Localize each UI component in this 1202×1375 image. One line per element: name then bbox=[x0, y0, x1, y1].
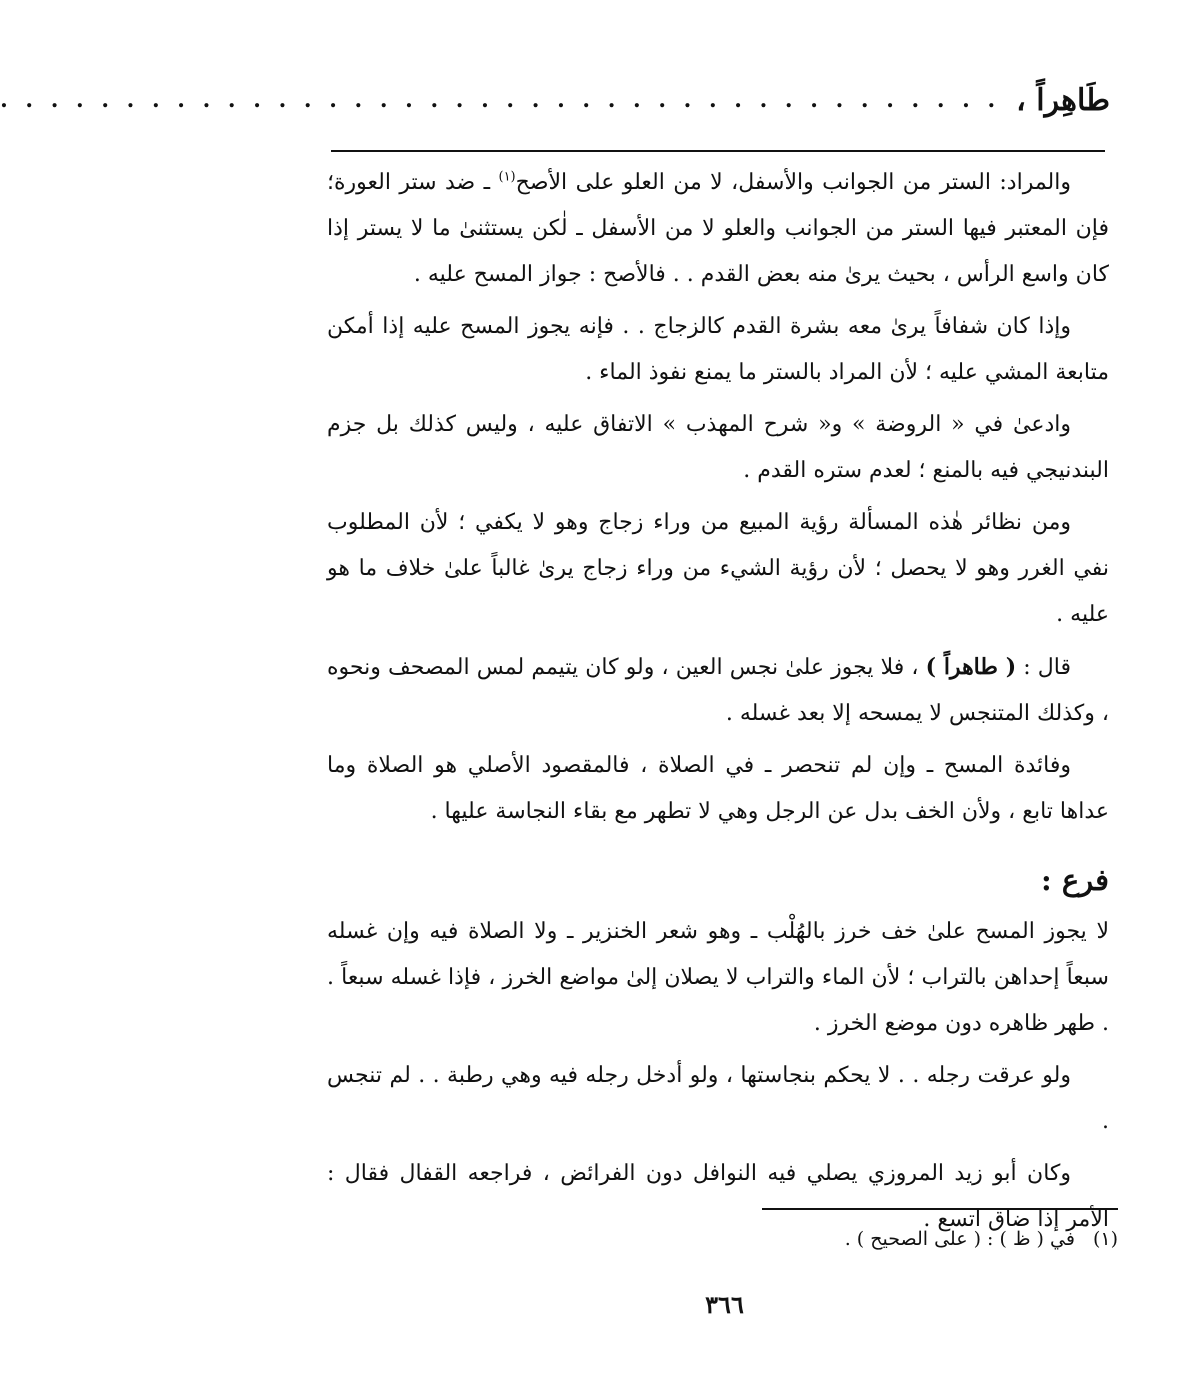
paragraph bbox=[327, 644, 1109, 737]
paragraph: لا يجوز المسح علىٰ خف خرز بالهُلْب ـ وهو شعر الخنزير ـ ولا الصلاة فيه وإن غسله سبعاً إحداهن بالتراب ؛ لأن الماء والتراب لا يصلان إلىٰ مواضع الخرز ، فإذا غسله سبعاً . . طهر ظاهره دون موضع الخرز . bbox=[327, 919, 1109, 1036]
header-title: طَاهِراً ، bbox=[1016, 82, 1110, 118]
paragraph-text: قال : bbox=[1016, 655, 1072, 680]
footnote-text: في ( ظ ) : ( على الصحيح ) . bbox=[844, 1228, 1075, 1250]
running-header bbox=[0, 78, 1110, 122]
paragraph: وإذا كان شفافاً يرىٰ معه بشرة القدم كالزجاج . . فإنه يجوز المسح عليه إذا أمكن متابعة المشي عليه ؛ لأن المراد بالستر ما يمنع نفوذ الماء . bbox=[327, 314, 1109, 385]
main-text bbox=[327, 160, 1109, 1249]
paragraph-text: ، فلا يجوز علىٰ نجس العين ، ولو كان يتيمم لمس المصحف ونحوه ، وكذلك المتنجس لا يمسحه إلا بعد غسله . bbox=[327, 655, 1109, 726]
paragraph: وادعىٰ في « الروضة » و« شرح المهذب » الاتفاق عليه ، وليس كذلك بل جزم البندنيجي فيه بالمنع ؛ لعدم ستره القدم . bbox=[327, 412, 1109, 483]
paragraph: ومن نظائر هٰذه المسألة رؤية المبيع من وراء زجاج وهو لا يكفي ؛ لأن المطلوب نفي الغرر وهو لا يحصل ؛ لأن رؤية الشيء من وراء زجاج يرىٰ غالباً علىٰ خلاف ما هو عليه . bbox=[327, 510, 1109, 627]
footnote bbox=[518, 1222, 1118, 1256]
header-rule bbox=[331, 150, 1105, 152]
paragraph: ولو عرقت رجله . . لا يحكم بنجاستها ، ولو أدخل رجله فيه وهي رطبة . . لم تنجس . bbox=[327, 1063, 1109, 1134]
paragraph: وفائدة المسح ـ وإن لم تنحصر ـ في الصلاة ، فالمقصود الأصلي هو الصلاة وما عداها تابع ، ولأن الخف بدل عن الرجل وهي لا تطهر مع بقاء النجاسة عليها . bbox=[327, 753, 1109, 824]
footnote-rule bbox=[762, 1208, 1118, 1210]
page-number: ٣٦٦ bbox=[705, 1290, 744, 1319]
footnote-ref: (١) bbox=[498, 169, 516, 185]
section-heading: فرع : bbox=[1041, 863, 1109, 897]
header-dots: . . . . . . . . . . . . . . . . . . . . . . . . . . . . . . . . . . . . . . . . bbox=[0, 87, 1001, 113]
paragraph: وكان أبو زيد المروزي يصلي فيه النوافل دون الفرائض ، فراجعه القفال فقال : الأمر إذا ضاق اتسع . bbox=[327, 1161, 1109, 1232]
paragraph bbox=[327, 160, 1109, 298]
paragraph-text: والمراد: الستر من الجوانب والأسفل، لا من العلو على الأصح bbox=[515, 170, 1071, 195]
paragraph-text: ـ ضد ستر العورة؛ فإن المعتبر فيها الستر من الجوانب والعلو لا من الأسفل ـ لٰكن يستثنىٰ ما لا يستر إذا كان واسع الرأس ، بحيث يرىٰ منه بعض القدم . . فالأصح : جواز المسح عليه . bbox=[327, 170, 1109, 287]
footnote-number: (١) bbox=[1092, 1228, 1118, 1250]
matn-quote: ( طاهراً ) bbox=[925, 654, 1017, 680]
